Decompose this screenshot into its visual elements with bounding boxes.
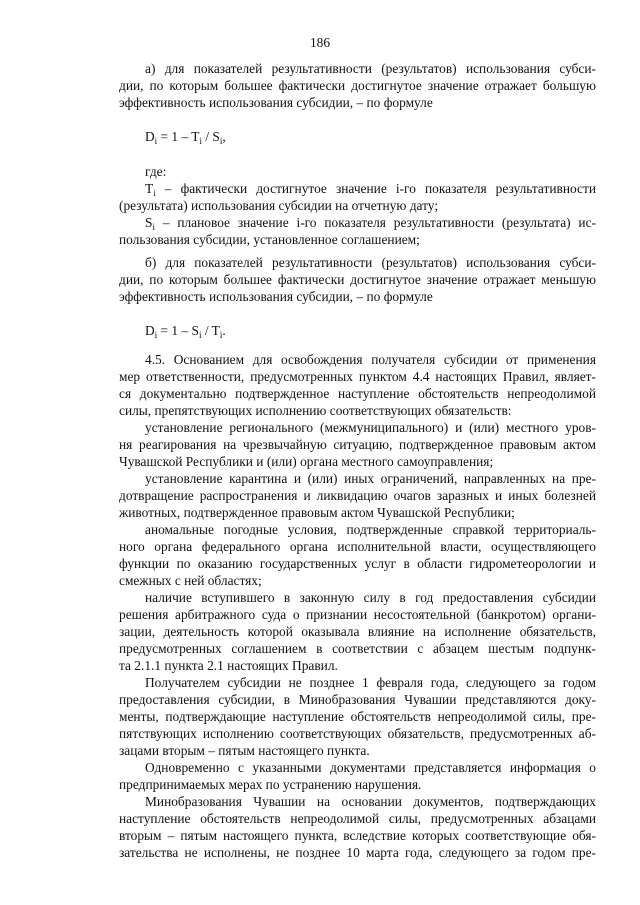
text-line: та 2.1.1 пункта 2.1 настоящих Правил. — [119, 658, 338, 673]
text-line: дии, по которым большее фактически достигнутое значение отражает меньшую — [119, 272, 596, 287]
text-line: ного органа федерального органа исполнительной власти, осуществляющего — [119, 539, 596, 554]
text-line: мер ответственности, предусмотренных пунктом 4.4 настоящих Правил, являет- — [119, 369, 596, 384]
text-line: вторым – пятым настоящего пункта, вследствие которых соответствующие обя- — [119, 828, 596, 843]
text-line: функции по оказанию государственных услуг в области гидрометеорологии и — [119, 556, 596, 571]
text-line: а) для показателей результативности (результатов) использования субси- — [145, 61, 596, 76]
text-line: смежных с ней областях; — [119, 573, 262, 588]
text-line: дии, по которым большее фактически достигнутое значение отражает большую — [119, 78, 596, 93]
where-label: где: — [145, 164, 167, 179]
text-line: ня реагирования на чрезвычайную ситуацию, подтвержденное правовым актом — [119, 437, 596, 452]
text-line: зацами вторым – пятым настоящего пункта. — [119, 743, 370, 758]
text-line: зательства не исполнены, не позднее 10 марта года, следующего за годом пре- — [119, 845, 596, 860]
text-line: животных, подтвержденное правовым актом Чувашской Республики; — [119, 505, 515, 520]
text-line: решения арбитражного суда о признании несостоятельной (банкротом) органи- — [119, 607, 596, 622]
text-line: наступление обстоятельств непреодолимой силы, предусмотренных абзацами — [119, 811, 596, 826]
text-line: Одновременно с указанными документами представляется информация о — [145, 760, 596, 775]
formula-2: $D_i = 1 - S_i / T_i$. — [145, 323, 226, 340]
text-line: Минобразования Чувашии на основании документов, подтверждающих — [145, 794, 596, 809]
text-line: дотвращение распространения и ликвидацию очагов заразных и иных болезней — [119, 488, 596, 503]
text-line: Получателем субсидии не позднее 1 февраля года, следующего за годом — [145, 675, 596, 690]
list-item: аномальные погодные условия, подтвержденные справкой территориаль- — [145, 522, 596, 537]
text-line: б) для показателей результативности (результатов) использования субси- — [145, 255, 596, 270]
text-line: Чувашской Республики и (или) органа местного самоуправления; — [119, 454, 494, 469]
text-line: менты, подтверждающие наступление обстоятельств непреодолимой силы, пре- — [119, 709, 596, 724]
formula-1: $D_i = 1 - T_i / S_i$, — [145, 129, 226, 146]
text-line: (результата) использования субсидии на отчетную дату; — [119, 198, 439, 213]
page-number: 186 — [309, 35, 331, 50]
list-item: наличие вступившего в законную силу в год предоставления субсидии — [145, 590, 596, 605]
paragraph-a — [119, 60, 596, 111]
text-line: предоставления субсидии, в Минобразования Чувашии представляются доку- — [119, 692, 596, 707]
text-line: силы, препятствующих исполнению соответствующих обязательств: — [119, 403, 512, 418]
list-item: установление карантина и (или) иных ограничений, направленных на пре- — [145, 471, 596, 486]
text-line: предпринимаемых мерах по устранению нарушения. — [119, 777, 422, 792]
text-line: ся документально подтвержденное наступление обстоятельств непреодолимой — [119, 386, 596, 401]
text-line: пятствующих исполнению соответствующих обязательств, предусмотренных аб- — [119, 726, 596, 741]
text-line: зации, деятельность которой оказывала влияние на исполнение обязательств, — [119, 624, 596, 639]
text-line: пользования субсидии, установленное соглашением; — [119, 232, 420, 247]
text-line: предусмотренных соглашением в соответствии с абзацем шестым подпунк- — [119, 641, 596, 656]
definition-s: $S_i$ – плановое значение i-го показателя результативности (результата) ис- — [145, 215, 596, 232]
paragraph-b — [119, 254, 596, 305]
definition-t: $T_i$ – фактически достигнутое значение i-го показателя результативности — [145, 181, 596, 198]
definitions — [119, 163, 596, 248]
text-line: эффективность использования субсидии, – по формуле — [119, 95, 433, 110]
section-4-5 — [119, 351, 596, 861]
text-line: 4.5. Основанием для освобождения получателя субсидии от применения — [145, 352, 596, 367]
list-item: установление регионального (межмуниципального) и (или) местного уров- — [145, 420, 596, 435]
text-line: эффективность использования субсидии, – по формуле — [119, 289, 433, 304]
